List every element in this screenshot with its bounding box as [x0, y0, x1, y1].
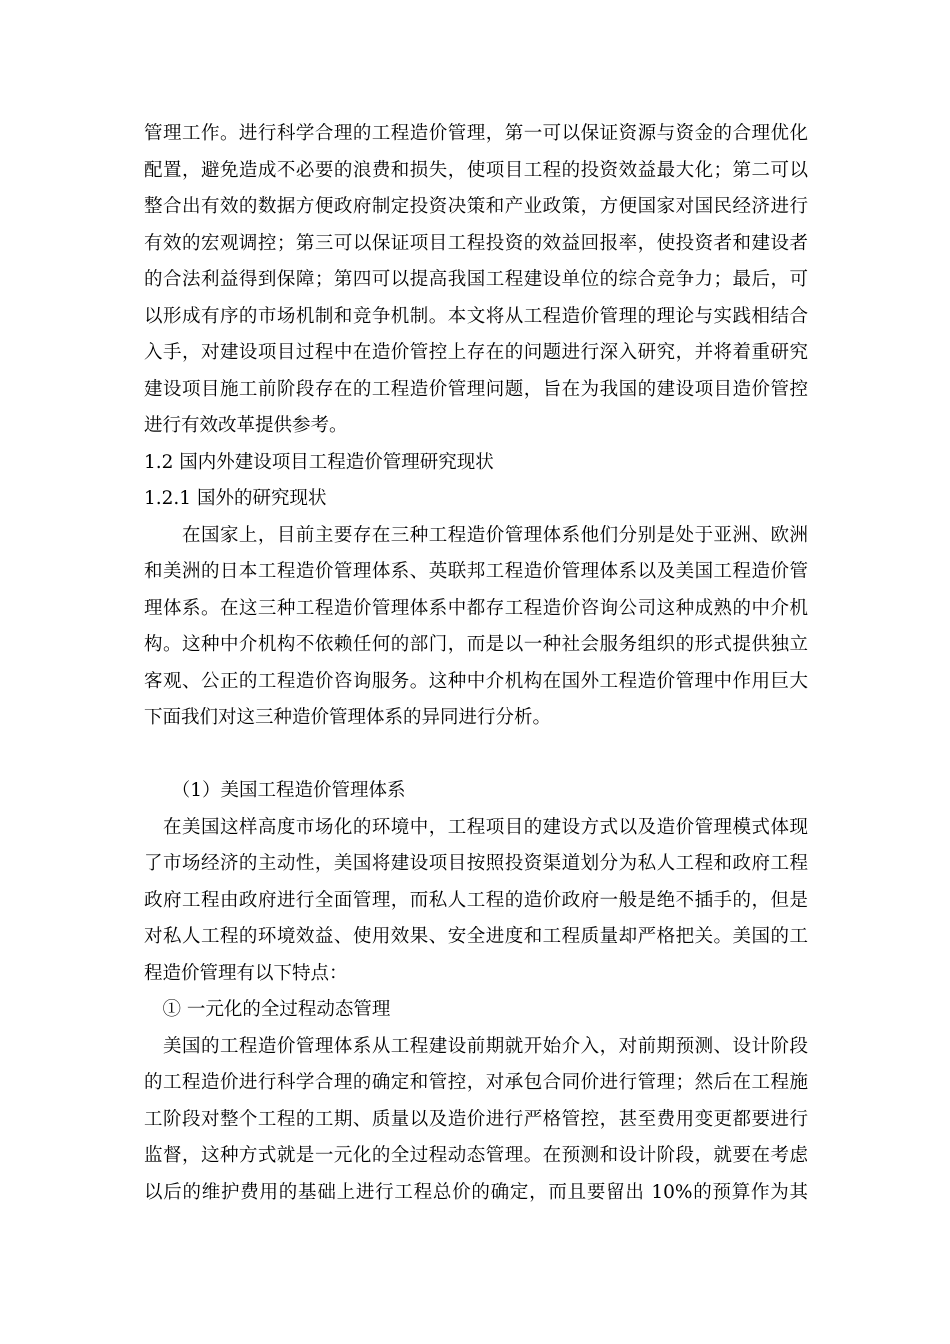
text-line: 和美洲的日本工程造价管理体系、英联邦工程造价管理体系以及美国工程造价管	[144, 561, 808, 582]
text-line: 理体系。在这三种工程造价管理体系中都存工程造价咨询公司这种成熟的中介机	[144, 597, 808, 619]
section-heading-1-2: 1.2 国内外建设项目工程造价管理研究现状	[144, 451, 494, 473]
text-line: 政府工程由政府进行全面管理，而私人工程的造价政府一般是绝不插手的，但是	[144, 889, 808, 911]
text-line: 了市场经济的主动性，美国将建设项目按照投资渠道划分为私人工程和政府工程	[144, 853, 808, 874]
blank-line	[144, 737, 808, 774]
paragraph-unified-management	[144, 1029, 808, 1212]
text-line: 建设项目施工前阶段存在的工程造价管理问题，旨在为我国的建设项目造价管控	[144, 378, 808, 400]
text-line: 有效的宏观调控；第三可以保证项目工程投资的效益回报率，使投资者和建设者	[144, 232, 808, 254]
text-line: 下面我们对这三种造价管理体系的异同进行分析。	[144, 707, 552, 728]
text-line: 工阶段对整个工程的工期、质量以及造价进行严格管控，甚至费用变更都要进行	[144, 1108, 808, 1130]
text-line: 整合出有效的数据方便政府制定投资决策和产业政策，方便国家对国民经济进行	[144, 196, 808, 217]
document-body	[144, 116, 808, 1211]
text-line: 入手，对建设项目过程中在造价管控上存在的问题进行深入研究，并将着重研究	[144, 342, 808, 363]
text-line: 客观、公正的工程造价咨询服务。这种中介机构在国外工程造价管理中作用巨大	[144, 670, 808, 692]
text-line: 美国的工程造价管理体系从工程建设前期就开始介入，对前期预测、设计阶段	[144, 1035, 808, 1057]
paragraph-foreign-systems	[144, 518, 808, 737]
text-line: 在国家上，目前主要存在三种工程造价管理体系他们分别是处于亚洲、欧洲	[144, 524, 808, 546]
text-line: 监督，这种方式就是一元化的全过程动态管理。在预测和设计阶段，就要在考虑	[144, 1145, 808, 1166]
text-line: 以形成有序的市场机制和竞争机制。本文将从工程造价管理的理论与实践相结合	[144, 305, 808, 327]
point-heading-1: ① 一元化的全过程动态管理	[144, 999, 391, 1020]
text-line: 在美国这样高度市场化的环境中，工程项目的建设方式以及造价管理模式体现	[144, 816, 808, 838]
subsection-heading-us-system: （1）美国工程造价管理体系	[144, 780, 406, 801]
text-line: 的工程造价进行科学合理的确定和管控，对承包合同价进行管理；然后在工程施	[144, 1072, 808, 1093]
paragraph-intro	[144, 116, 808, 445]
text-line: 构。这种中介机构不依赖任何的部门，而是以一种社会服务组织的形式提供独立	[144, 634, 808, 655]
text-line: 以后的维护费用的基础上进行工程总价的确定，而且要留出 10%的预算作为其	[144, 1181, 808, 1203]
text-line: 配置，避免造成不必要的浪费和损失，使项目工程的投资效益最大化；第二可以	[144, 159, 808, 181]
text-line: 对私人工程的环境效益、使用效果、安全进度和工程质量却严格把关。美国的工	[144, 926, 808, 947]
text-line: 进行有效改革提供参考。	[144, 415, 348, 436]
paragraph-us-system	[144, 810, 808, 993]
text-line: 管理工作。进行科学合理的工程造价管理，第一可以保证资源与资金的合理优化	[144, 123, 808, 144]
text-line: 程造价管理有以下特点：	[144, 962, 348, 984]
section-heading-1-2-1: 1.2.1 国外的研究现状	[144, 488, 327, 509]
text-line: 的合法利益得到保障；第四可以提高我国工程建设单位的综合竞争力；最后，可	[144, 269, 808, 290]
